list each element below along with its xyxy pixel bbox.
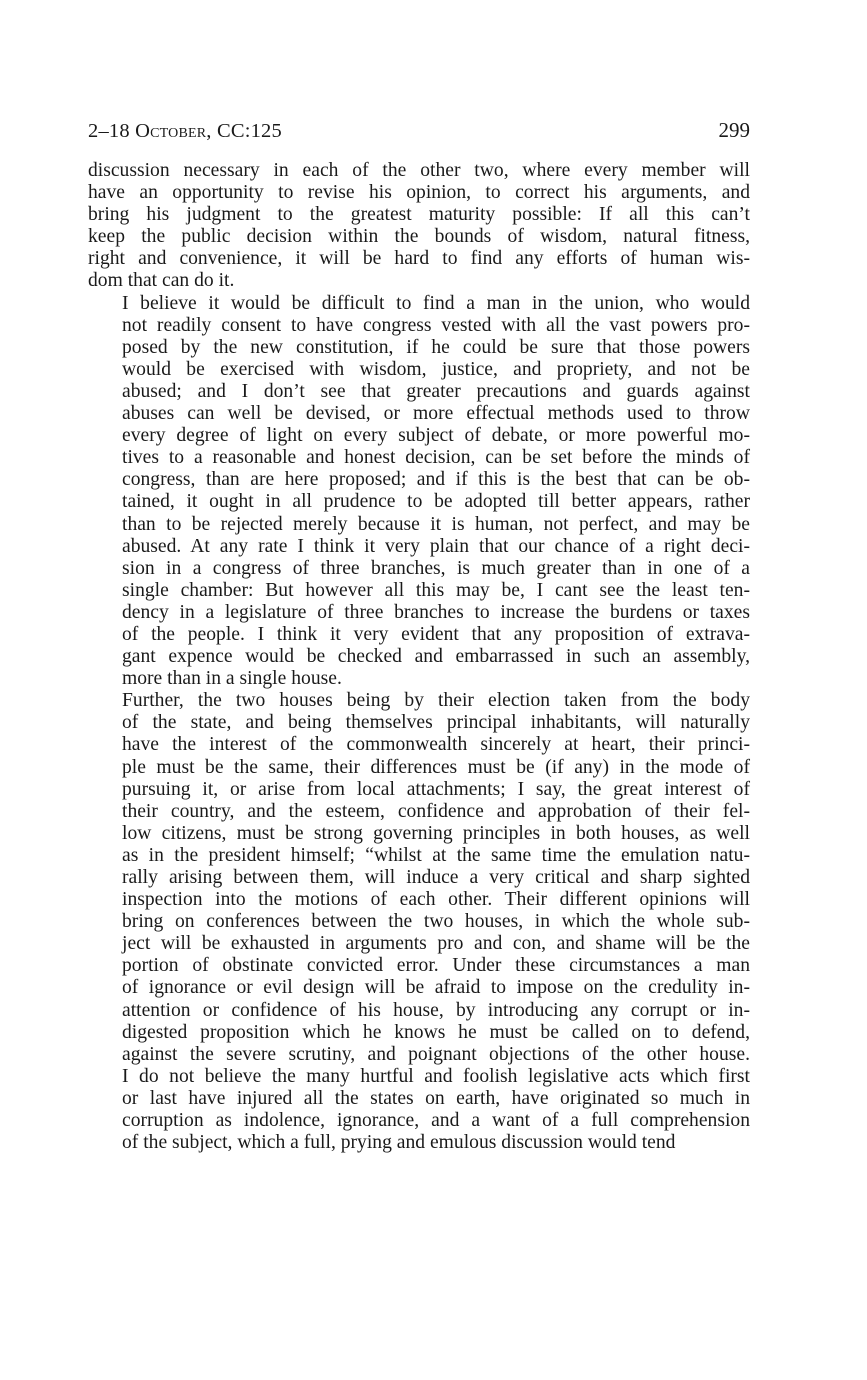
text-line: congress, than are here proposed; and if this is the best that can be ob- xyxy=(122,469,750,491)
text-line: of the people. I think it very evident that any proposition of extrava- xyxy=(122,623,750,645)
text-line: every degree of light on every subject of debate, or more powerful mo- xyxy=(122,425,750,447)
text-line: Further, the two houses being by their election taken from the body xyxy=(122,690,750,712)
body-text xyxy=(88,160,750,1154)
text-line: tained, it ought in all prudence to be adopted till better appears, rather xyxy=(122,491,750,513)
text-line: rally arising between them, will induce a very critical and sharp sighted xyxy=(122,867,750,888)
text-line: digested proposition which he knows he must be called on to defend, xyxy=(122,1021,750,1043)
text-line: sion in a congress of three branches, is much greater than in one of a xyxy=(122,557,750,579)
text-line: gant expence would be checked and embarrassed in such an assembly, xyxy=(122,646,750,668)
document-page xyxy=(88,118,750,1154)
text-line: pursuing it, or arise from local attachments; I say, the great interest of xyxy=(122,778,750,800)
text-line: tives to a reasonable and honest decision, can be set before the minds of xyxy=(122,447,750,469)
text-line: bring on conferences between the two houses, in which the whole sub- xyxy=(122,911,750,933)
text-line: of the subject, which a full, prying and emulous discussion would tend xyxy=(122,1132,676,1154)
text-line: of the state, and being themselves principal inhabitants, will naturally xyxy=(122,712,750,734)
text-line: low citizens, must be strong governing principles in both houses, as well xyxy=(122,822,750,844)
text-line: their country, and the esteem, confidence and approbation of their fel- xyxy=(122,800,750,822)
text-line: abuses can well be devised, or more effectual methods used to throw xyxy=(122,403,750,425)
text-line: right and convenience, it will be hard to find any efforts of human wis- xyxy=(88,248,750,270)
text-line: posed by the new constitution, if he could be sure that those powers xyxy=(122,336,750,358)
text-line: corruption as indolence, ignorance, and a want of a full comprehension xyxy=(122,1110,750,1132)
text-line: inspection into the motions of each other. Their different opinions will xyxy=(122,889,750,911)
text-line: single chamber: But however all this may be, I cant see the least ten- xyxy=(122,579,750,601)
text-line: abused. At any rate I think it very plain that our chance of a right deci- xyxy=(122,535,750,557)
text-line: I believe it would be difficult to find a man in the union, who would xyxy=(122,292,750,314)
text-line: bring his judgment to the greatest maturity possible: If all this can’t xyxy=(88,204,750,226)
text-line: have the interest of the commonwealth sincerely at heart, their princi- xyxy=(122,734,750,756)
text-line: ple must be the same, their differences must be (if any) in the mode of xyxy=(122,756,750,778)
paragraph xyxy=(88,160,750,293)
text-line: abused; and I don’t see that greater precautions and guards against xyxy=(122,380,750,402)
text-line: against the severe scrutiny, and poignant objections of the other house. xyxy=(122,1043,750,1065)
text-line: dom that can do it. xyxy=(88,270,235,292)
text-line: would be exercised with wisdom, justice, and propriety, and not be xyxy=(122,358,750,380)
running-head-title: 2–18 October, CC:125 xyxy=(88,120,282,142)
text-line: attention or confidence of his house, by introducing any corrupt or in- xyxy=(122,999,750,1021)
page-number: 299 xyxy=(718,118,750,142)
paragraph xyxy=(88,293,750,691)
text-line: than to be rejected merely because it is human, not perfect, and may be xyxy=(122,513,750,535)
text-line: dency in a legislature of three branches to increase the burdens or taxes xyxy=(122,601,750,623)
text-line: or last have injured all the states on earth, have originated so much in xyxy=(122,1087,750,1109)
text-line: of ignorance or evil design will be afraid to impose on the credulity in- xyxy=(122,977,750,999)
text-line: ject will be exhausted in arguments pro and con, and shame will be the xyxy=(122,933,750,955)
text-line: discussion necessary in each of the other two, where every member will xyxy=(88,160,750,181)
text-line: keep the public decision within the bounds of wisdom, natural fitness, xyxy=(88,226,750,248)
text-line: have an opportunity to revise his opinion, to correct his arguments, and xyxy=(88,182,750,204)
text-line: I do not believe the many hurtful and foolish legislative acts which first xyxy=(122,1065,750,1087)
paragraph xyxy=(88,690,750,1154)
text-line: more than in a single house. xyxy=(122,668,342,690)
running-head xyxy=(88,118,750,158)
text-line: portion of obstinate convicted error. Under these circumstances a man xyxy=(122,955,750,977)
text-line: not readily consent to have congress vested with all the vast powers pro- xyxy=(122,314,750,336)
text-line: as in the president himself; “whilst at the same time the emulation natu- xyxy=(122,844,750,866)
